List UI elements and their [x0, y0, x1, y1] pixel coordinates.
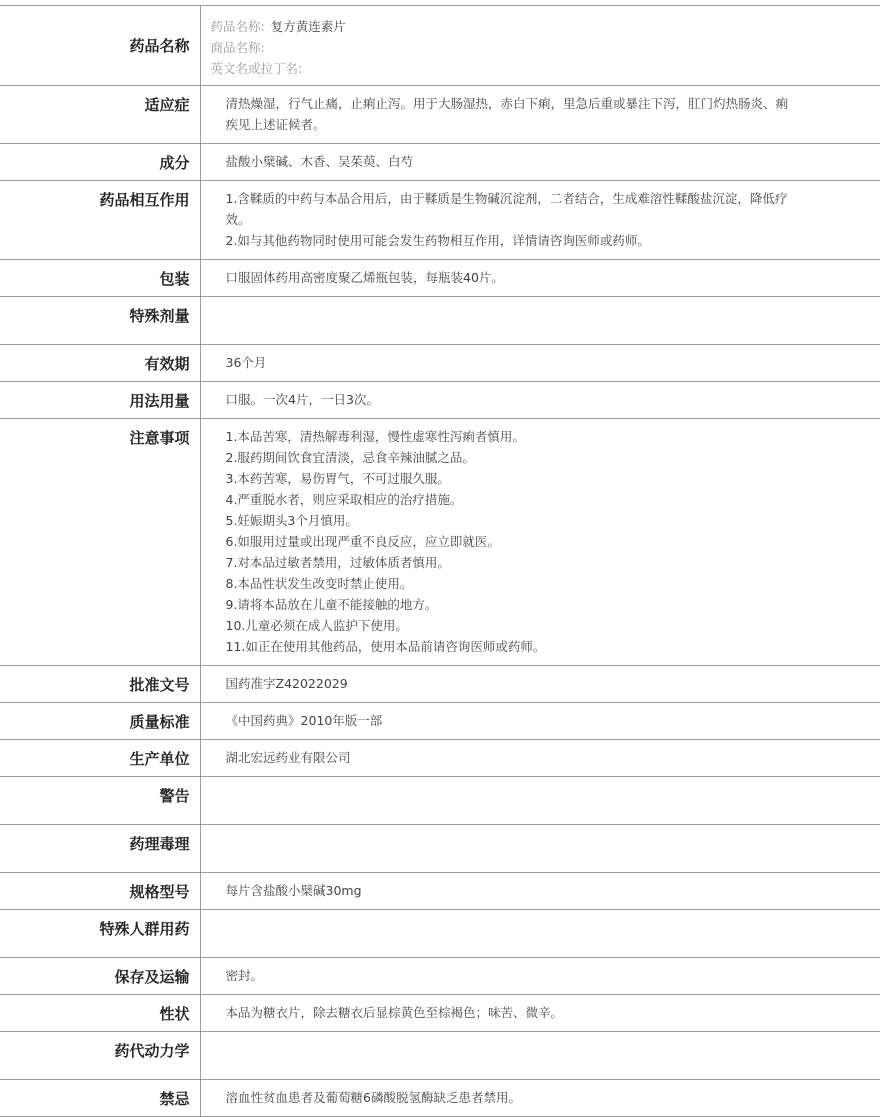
row-label: 有效期 [0, 345, 200, 382]
row-value [200, 777, 880, 825]
row-label: 药代动力学 [0, 1032, 200, 1080]
row-label: 药理毒理 [0, 825, 200, 873]
row-label: 质量标准 [0, 703, 200, 740]
row-packaging [0, 260, 880, 297]
row-value [200, 1032, 880, 1080]
row-contraindications [0, 1080, 880, 1117]
row-label: 特殊人群用药 [0, 910, 200, 958]
row-value: 每片含盐酸小檗碱30mg [200, 873, 880, 910]
row-special-groups [0, 910, 880, 958]
row-label: 成分 [0, 144, 200, 181]
drug-info-table [0, 5, 880, 1117]
row-indications [0, 86, 880, 144]
row-label: 药品相互作用 [0, 181, 200, 260]
row-storage [0, 958, 880, 995]
row-label: 生产单位 [0, 740, 200, 777]
row-value: 盐酸小檗碱、木香、吴茱萸、白芍 [200, 144, 880, 181]
row-approval [0, 666, 880, 703]
list-item: 1.含鞣质的中药与本品合用后，由于鞣质是生物碱沉淀剂，二者结合，生成难溶性鞣酸盐沉淀，降低疗效。 [225, 191, 788, 227]
row-value [200, 297, 880, 345]
row-precautions [0, 419, 880, 666]
english-name [211, 58, 791, 79]
row-label: 批准文号 [0, 666, 200, 703]
row-pharmacology [0, 825, 880, 873]
english-name-label: 英文名或拉丁名: [210, 61, 303, 76]
list-item: 8.本品性状发生改变时禁止使用。 [225, 576, 413, 591]
row-label: 适应症 [0, 86, 200, 144]
row-label: 规格型号 [0, 873, 200, 910]
list-item: 4.严重脱水者，则应采取相应的治疗措施。 [225, 492, 463, 507]
row-value: 口服固体药用高密度聚乙烯瓶包装，每瓶装40片。 [200, 260, 880, 297]
row-label: 用法用量 [0, 382, 200, 419]
row-value: 口服。一次4片，一日3次。 [200, 382, 880, 419]
generic-name-label: 药品名称: [210, 19, 265, 34]
row-value [200, 910, 880, 958]
row-interactions [0, 181, 880, 260]
list-item: 3.本药苦寒，易伤胃气，不可过服久服。 [225, 471, 450, 486]
row-special-dose [0, 297, 880, 345]
row-label: 性状 [0, 995, 200, 1032]
list-item: 1.本品苦寒，清热解毒利湿，慢性虚寒性泻痢者慎用。 [225, 429, 525, 444]
row-label: 注意事项 [0, 419, 200, 666]
list-item: 2.服药期间饮食宜清淡，忌食辛辣油腻之品。 [225, 450, 475, 465]
list-item: 7.对本品过敏者禁用，过敏体质者慎用。 [225, 555, 450, 570]
row-manufacturer [0, 740, 880, 777]
row-value: 《中国药典》2010年版一部 [200, 703, 880, 740]
trade-name [211, 37, 791, 58]
row-label: 特殊剂量 [0, 297, 200, 345]
row-label: 包装 [0, 260, 200, 297]
row-spec [0, 873, 880, 910]
row-appearance [0, 995, 880, 1032]
row-shelf-life [0, 345, 880, 382]
row-value: 国药准字Z42022029 [200, 666, 880, 703]
list-item: 2.如与其他药物同时使用可能会发生药物相互作用，详情请咨询医师或药师。 [225, 233, 650, 248]
drug-info-sheet [0, 5, 880, 1117]
row-dosage [0, 382, 880, 419]
row-standard [0, 703, 880, 740]
row-value [200, 6, 880, 86]
row-names [0, 6, 880, 86]
list-item: 10.儿童必须在成人监护下使用。 [225, 618, 408, 633]
row-label: 保存及运输 [0, 958, 200, 995]
row-ingredients [0, 144, 880, 181]
row-warning [0, 777, 880, 825]
list-item: 5.妊娠期头3个月慎用。 [225, 513, 358, 528]
row-label: 警告 [0, 777, 200, 825]
row-value: 清热燥湿，行气止痛，止痢止泻。用于大肠湿热，赤白下痢，里急后重或暴注下泻，肛门灼热肠炎、痢疾见上述证候者。 [200, 86, 880, 144]
list-item: 11.如正在使用其他药品，使用本品前请咨询医师或药师。 [225, 639, 546, 654]
generic-name [211, 16, 791, 37]
trade-name-label: 商品名称: [210, 40, 265, 55]
row-pharmacokinetics [0, 1032, 880, 1080]
row-value: 溶血性贫血患者及葡萄糖6磷酸脱氢酶缺乏患者禁用。 [200, 1080, 880, 1117]
row-label: 禁忌 [0, 1080, 200, 1117]
generic-name-value: 复方黄连素片 [270, 19, 346, 34]
row-label: 药品名称 [0, 6, 200, 86]
row-value: 本品为糖衣片，除去糖衣后显棕黄色至棕褐色；味苦、微辛。 [200, 995, 880, 1032]
list-item: 6.如服用过量或出现严重不良反应，应立即就医。 [225, 534, 500, 549]
row-value [200, 825, 880, 873]
row-value: 湖北宏远药业有限公司 [200, 740, 880, 777]
row-value: 36个月 [200, 345, 880, 382]
row-value [200, 419, 880, 666]
row-value: 密封。 [200, 958, 880, 995]
row-value [200, 181, 880, 260]
list-item: 9.请将本品放在儿童不能接触的地方。 [225, 597, 438, 612]
